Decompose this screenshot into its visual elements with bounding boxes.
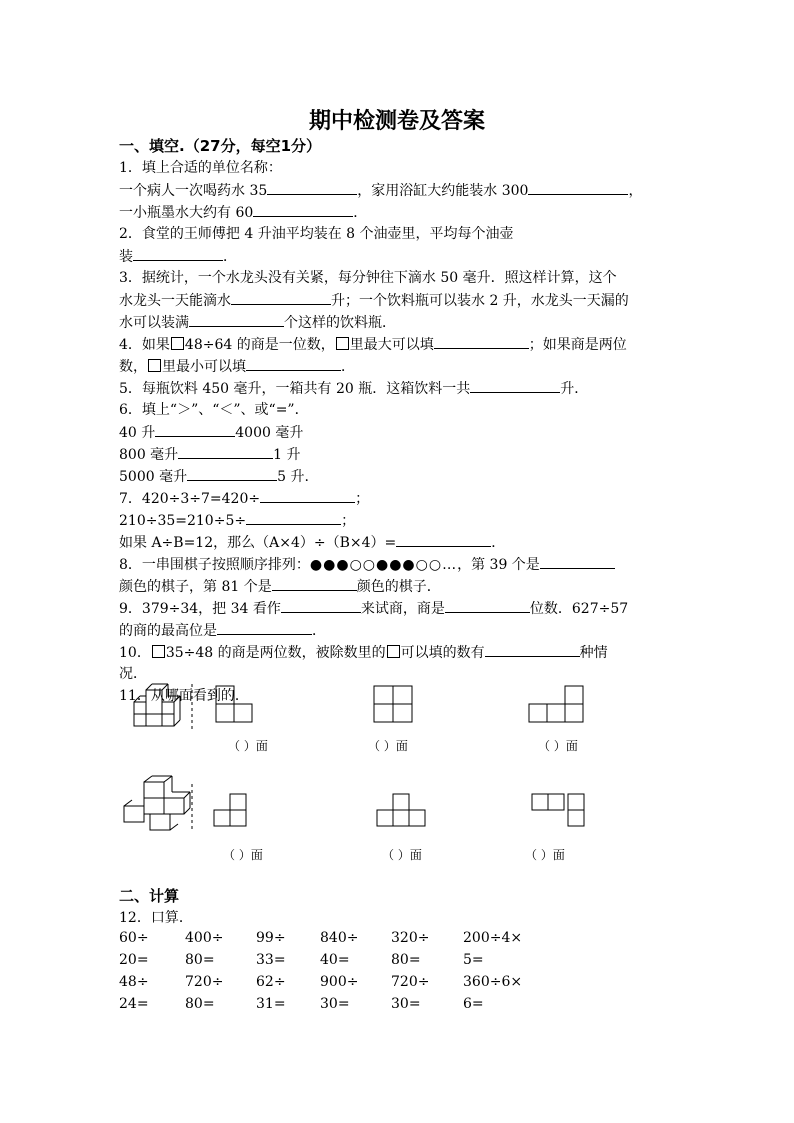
q7-part-d: ；	[341, 513, 356, 529]
q3-line2	[119, 290, 629, 311]
answer-blank[interactable]	[528, 180, 628, 195]
calc-cell: 48÷	[119, 974, 149, 990]
q7-part-c: 210÷35=210÷5÷	[119, 513, 247, 529]
q2-line2	[119, 246, 237, 267]
view-shape-5	[377, 794, 425, 826]
answer-blank[interactable]	[178, 444, 273, 459]
answer-blank[interactable]	[133, 246, 223, 261]
q1-part-a: 一个病人一次喝药水 35	[119, 183, 268, 199]
view-shape-6	[532, 794, 584, 826]
q6-line3	[119, 444, 301, 465]
calc-cell: 80=	[391, 952, 421, 968]
q8-line1	[119, 554, 615, 575]
calc-cell: 400÷	[185, 930, 224, 946]
q3-part-d: 个这样的饮料瓶．	[284, 315, 396, 331]
answer-blank[interactable]	[246, 510, 341, 525]
calc-cell: 24=	[119, 996, 149, 1012]
view-shape-3	[529, 686, 583, 722]
q6-line2	[119, 422, 303, 443]
view-caption: （ ）面	[525, 848, 565, 862]
q3-line3	[119, 312, 396, 333]
q7-part-e: 如果 A÷B=12，那么（A×4）÷（B×4）=	[119, 535, 397, 551]
three-view-figures	[120, 680, 590, 865]
q4-part-d: ；如果商是两位	[528, 337, 627, 353]
q9-part-e: ．	[312, 623, 326, 639]
calc-cell: 720÷	[391, 974, 430, 990]
q7-part-b: ；	[355, 491, 370, 507]
q8-part-b: ，第 39 个是	[457, 557, 540, 573]
calc-cell: 20=	[119, 952, 149, 968]
calc-cell: 33=	[256, 952, 286, 968]
answer-blank[interactable]	[246, 356, 341, 371]
q8-part-c: 颜色的棋子，第 81 个是	[119, 579, 272, 595]
q6-part-c: 800 毫升	[119, 447, 179, 463]
answer-blank[interactable]	[540, 554, 615, 569]
answer-blank[interactable]	[217, 620, 312, 635]
q3-part-a: 水龙头一天能滴水	[119, 293, 231, 309]
calc-cell: 200÷4×	[463, 930, 523, 946]
answer-blank[interactable]	[434, 334, 529, 349]
box-placeholder	[336, 337, 349, 350]
view-caption: （ ）面	[538, 739, 578, 753]
answer-blank[interactable]	[253, 202, 353, 217]
q8-line2	[119, 576, 441, 597]
calc-cell: 720÷	[185, 974, 224, 990]
q12-text: 12．口算．	[119, 910, 193, 926]
answer-blank[interactable]	[187, 466, 277, 481]
q9-line2	[119, 620, 326, 641]
section1-heading: 一、填空.（27分，每空1分）	[119, 137, 322, 155]
view-caption: （ ）面	[368, 739, 408, 753]
view-caption: （ ）面	[382, 848, 422, 862]
q10-part-a: 10．	[119, 645, 151, 661]
calc-cell: 60÷	[119, 930, 149, 946]
q7-part-a: 7．420÷3÷7=420÷	[119, 491, 261, 507]
calc-cell: 62÷	[256, 974, 286, 990]
q1-line3	[119, 202, 367, 223]
mental-math-grid	[119, 930, 679, 1020]
calc-cell: 80=	[185, 952, 215, 968]
q1-part-b: ，家用浴缸大约能装水 300	[357, 183, 529, 199]
calc-cell: 80=	[185, 996, 215, 1012]
q8-part-a: 8．一串围棋子按照顺序排列：	[119, 557, 310, 573]
box-placeholder	[152, 645, 165, 658]
box-placeholder	[387, 645, 400, 658]
q9-line1	[119, 598, 628, 619]
view-caption: （ ）面	[228, 739, 268, 753]
q7-line2	[119, 510, 355, 531]
q10-line1	[119, 642, 608, 663]
answer-blank[interactable]	[470, 378, 560, 393]
go-stones-sequence: ●●●○○●●●○○…	[309, 557, 458, 573]
q7-line1	[119, 488, 369, 509]
calc-cell: 30=	[391, 996, 421, 1012]
q10-part-b: 35÷48 的商是两位数，被除数里的	[165, 645, 386, 661]
q3-part-b: 升；一个饮料瓶可以装水 2 升，水龙头一天漏的	[331, 293, 629, 309]
q9-part-b: 来试商，商是	[360, 601, 445, 617]
q6-part-d: 1 升	[273, 447, 301, 463]
q10-part-c: 可以填的数有	[400, 645, 485, 661]
q4-part-b: 48÷64 的商是一位数，	[184, 337, 335, 353]
q2-part-b: ．	[223, 249, 237, 265]
q5-part-b: 升．	[560, 381, 589, 397]
q4-part-e: 数，	[119, 359, 147, 375]
q10-line2: 况．	[119, 666, 147, 682]
q1-part-c: ，	[628, 183, 643, 199]
q1-part-d: 一小瓶墨水大约有 60	[119, 205, 254, 221]
q4-line2	[119, 356, 355, 377]
q1-text: 1．填上合适的单位名称：	[119, 160, 282, 176]
view-figure-panel	[120, 680, 590, 865]
q11-text: 11．从哪面看到的．	[119, 688, 249, 704]
q3-part-c: 水可以装满	[119, 315, 189, 331]
q6-part-b: 4000 毫升	[235, 425, 304, 441]
calc-cell: 360÷6×	[463, 974, 523, 990]
q9-part-d: 的商的最高位是	[119, 623, 217, 639]
q2-text: 2．食堂的王师傅把 4 升油平均装在 8 个油壶里，平均每个油壶	[119, 226, 514, 242]
q6-line4	[119, 466, 309, 487]
answer-blank[interactable]	[445, 598, 530, 613]
box-placeholder	[148, 359, 161, 372]
q6-part-a: 40 升	[119, 425, 156, 441]
q9-part-c: 位数．627÷57	[529, 601, 629, 617]
view-caption: （ ）面	[223, 848, 263, 862]
box-placeholder	[171, 337, 184, 350]
q3-text: 3．据统计，一个水龙头没有关紧，每分钟往下滴水 50 毫升．照这样计算，这个	[119, 270, 617, 286]
solid-figure-2	[124, 776, 190, 830]
q4-part-c: 里最大可以填	[349, 337, 434, 353]
q5-line	[119, 378, 588, 399]
q10-part-d: 种情	[579, 645, 608, 661]
q6-text: 6．填上“＞”、“＜”、或“=”．	[119, 402, 309, 418]
calc-cell: 840÷	[320, 930, 359, 946]
q9-part-a: 9．379÷34，把 34 看作	[119, 601, 281, 617]
section2-heading: 二、计算	[119, 887, 180, 905]
view-shape-1	[216, 686, 252, 722]
answer-blank[interactable]	[267, 180, 357, 195]
calc-cell: 31=	[256, 996, 286, 1012]
view-shape-2	[374, 686, 412, 722]
q7-line3	[119, 532, 505, 553]
answer-blank[interactable]	[231, 290, 331, 305]
calc-cell: 6=	[463, 996, 484, 1012]
q1-line2	[119, 180, 642, 201]
page-title: 期中检测卷及答案	[308, 109, 485, 134]
q4-part-f: 里最小可以填	[162, 359, 246, 375]
answer-blank[interactable]	[396, 532, 491, 547]
answer-blank[interactable]	[485, 642, 580, 657]
answer-blank[interactable]	[260, 488, 355, 503]
view-shape-4	[214, 794, 246, 826]
calc-cell: 900÷	[320, 974, 359, 990]
q5-part-a: 5．每瓶饮料 450 毫升，一箱共有 20 瓶．这箱饮料一共	[119, 381, 471, 397]
q4-line1	[119, 334, 627, 355]
solid-figure-1	[134, 684, 180, 726]
answer-blank[interactable]	[155, 422, 235, 437]
q7-part-f: ．	[491, 535, 506, 551]
q4-part-g: ．	[341, 359, 355, 375]
calc-cell: 30=	[320, 996, 350, 1012]
answer-blank[interactable]	[189, 312, 284, 327]
calc-cell: 320÷	[391, 930, 430, 946]
answer-blank[interactable]	[272, 576, 357, 591]
calc-cell: 5=	[463, 952, 484, 968]
q8-part-d: 颜色的棋子．	[356, 579, 441, 595]
q4-part-a: 4．如果	[119, 337, 170, 353]
calc-cell: 40=	[320, 952, 350, 968]
q2-part-a: 装	[119, 249, 133, 265]
calc-cell: 99÷	[256, 930, 286, 946]
q6-part-f: 5 升.	[277, 469, 309, 485]
q6-part-e: 5000 毫升	[119, 469, 188, 485]
q1-part-e: ．	[353, 205, 368, 221]
answer-blank[interactable]	[281, 598, 361, 613]
